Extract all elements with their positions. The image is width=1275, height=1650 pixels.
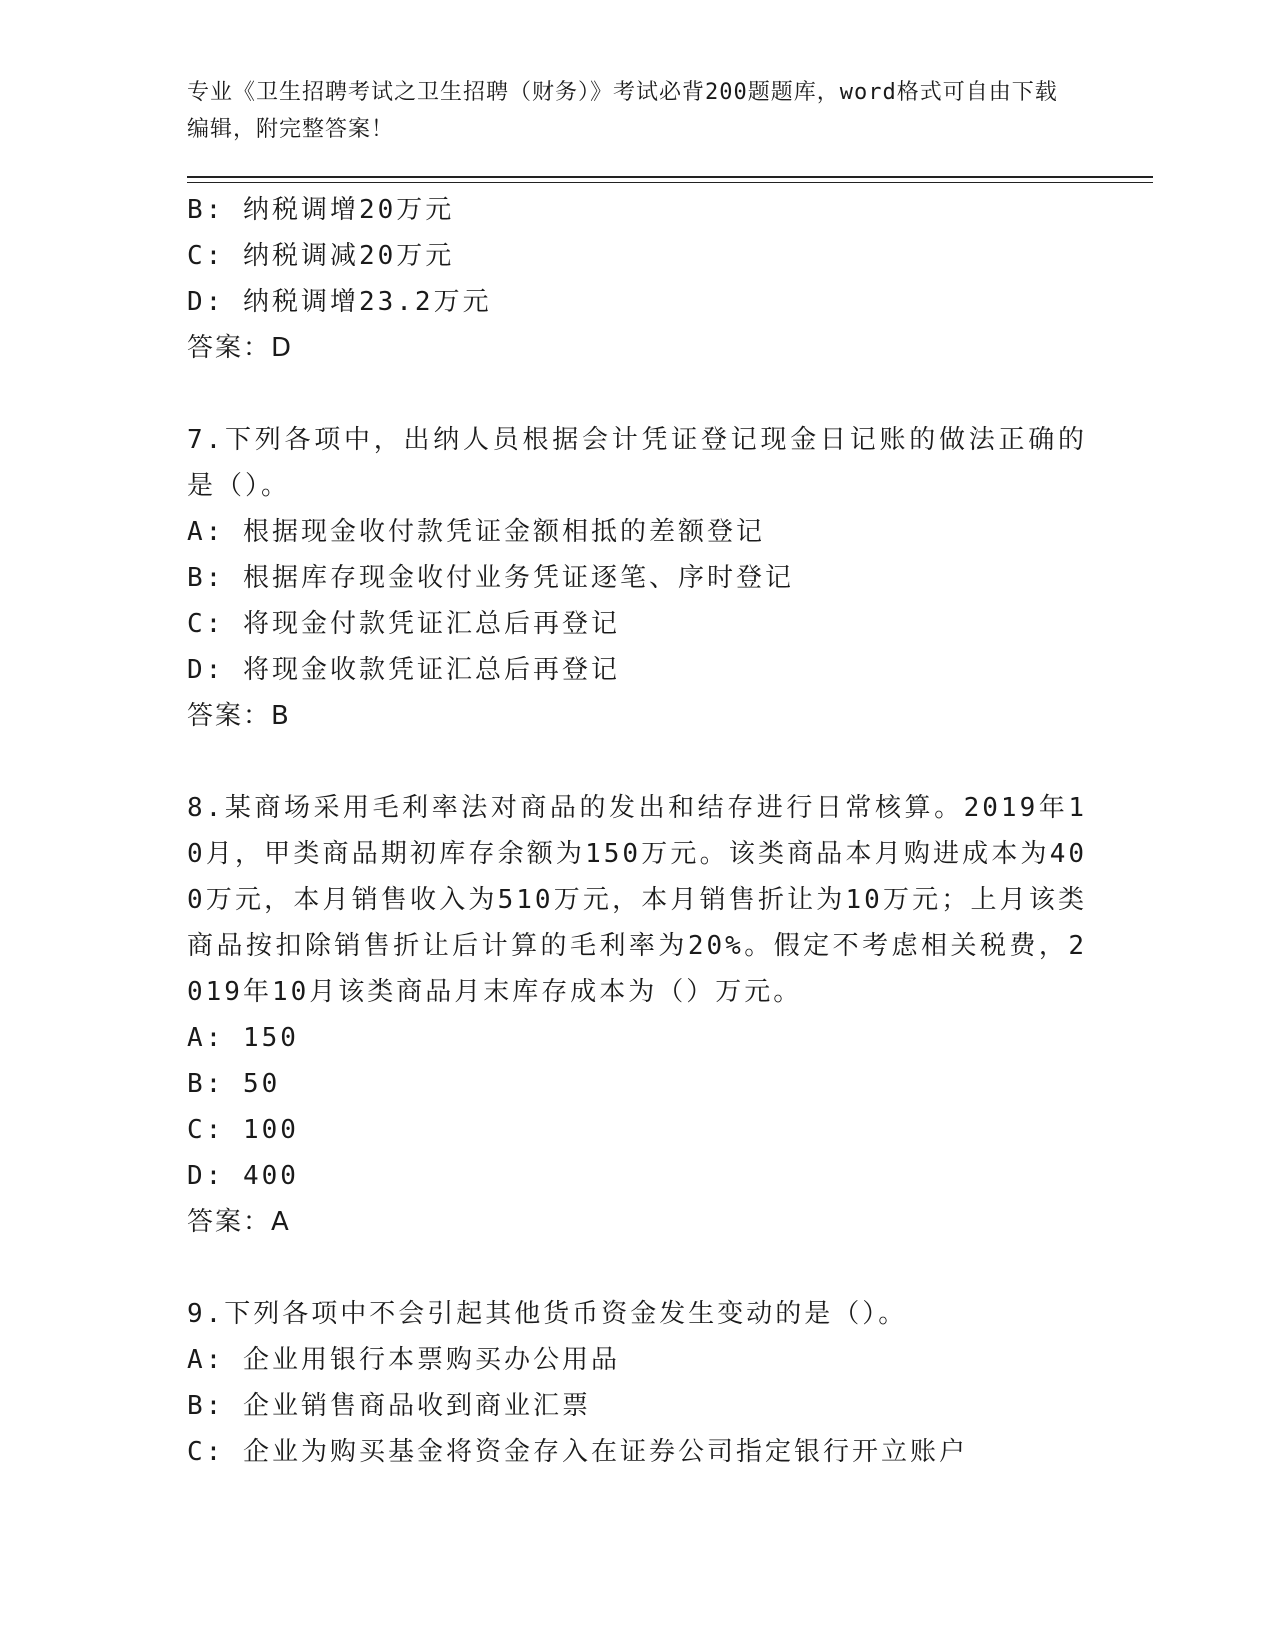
question-9-block bbox=[187, 1291, 1087, 1475]
option-b: B: 企业销售商品收到商业汇票 bbox=[187, 1391, 591, 1421]
answer-line: 答案：B bbox=[187, 701, 291, 731]
option-d: D: 纳税调增23.2万元 bbox=[187, 287, 492, 317]
spacer bbox=[187, 371, 1087, 417]
option-d: D: 400 bbox=[187, 1161, 299, 1191]
question-content bbox=[187, 187, 1087, 1475]
spacer bbox=[187, 739, 1087, 785]
option-c: C: 纳税调减20万元 bbox=[187, 241, 455, 271]
question-stem: 7.下列各项中，出纳人员根据会计凭证登记现金日记账的做法正确的是（）。 bbox=[187, 425, 1087, 501]
answer-line: 答案：D bbox=[187, 333, 294, 363]
header-divider-thin bbox=[187, 182, 1153, 183]
option-a: A: 根据现金收付款凭证金额相抵的差额登记 bbox=[187, 517, 765, 547]
question-stem: 9.下列各项中不会引起其他货币资金发生变动的是（）。 bbox=[187, 1299, 908, 1329]
option-b: B: 50 bbox=[187, 1069, 281, 1099]
document-header: 专业《卫生招聘考试之卫生招聘（财务）》考试必背200题题库，word格式可自由下载编辑，附完整答案！ bbox=[187, 80, 1058, 142]
option-a: A: 150 bbox=[187, 1023, 299, 1053]
question-8-block bbox=[187, 785, 1087, 1245]
option-c: C: 将现金付款凭证汇总后再登记 bbox=[187, 609, 620, 639]
option-b: B: 根据库存现金收付业务凭证逐笔、序时登记 bbox=[187, 563, 794, 593]
header-divider-thick bbox=[187, 176, 1153, 178]
question-stem: 8.某商场采用毛利率法对商品的发出和结存进行日常核算。2019年10月，甲类商品期初库存余额为150万元。该类商品本月购进成本为400万元，本月销售收入为510万元，本月销售折让为10万元；上月该类商品按扣除销售折让后计算的毛利率为20%。假定不考虑相关税费，2019年10月该类商品月末库存成本为（）万元。 bbox=[187, 793, 1087, 1007]
option-d: D: 将现金收款凭证汇总后再登记 bbox=[187, 655, 620, 685]
option-c: C: 100 bbox=[187, 1115, 299, 1145]
option-b: B: 纳税调增20万元 bbox=[187, 195, 455, 225]
option-a: A: 企业用银行本票购买办公用品 bbox=[187, 1345, 620, 1375]
prev-question-block bbox=[187, 187, 1087, 371]
option-c: C: 企业为购买基金将资金存入在证券公司指定银行开立账户 bbox=[187, 1437, 968, 1467]
answer-line: 答案：A bbox=[187, 1207, 291, 1237]
spacer bbox=[187, 1245, 1087, 1291]
question-7-block bbox=[187, 417, 1087, 739]
